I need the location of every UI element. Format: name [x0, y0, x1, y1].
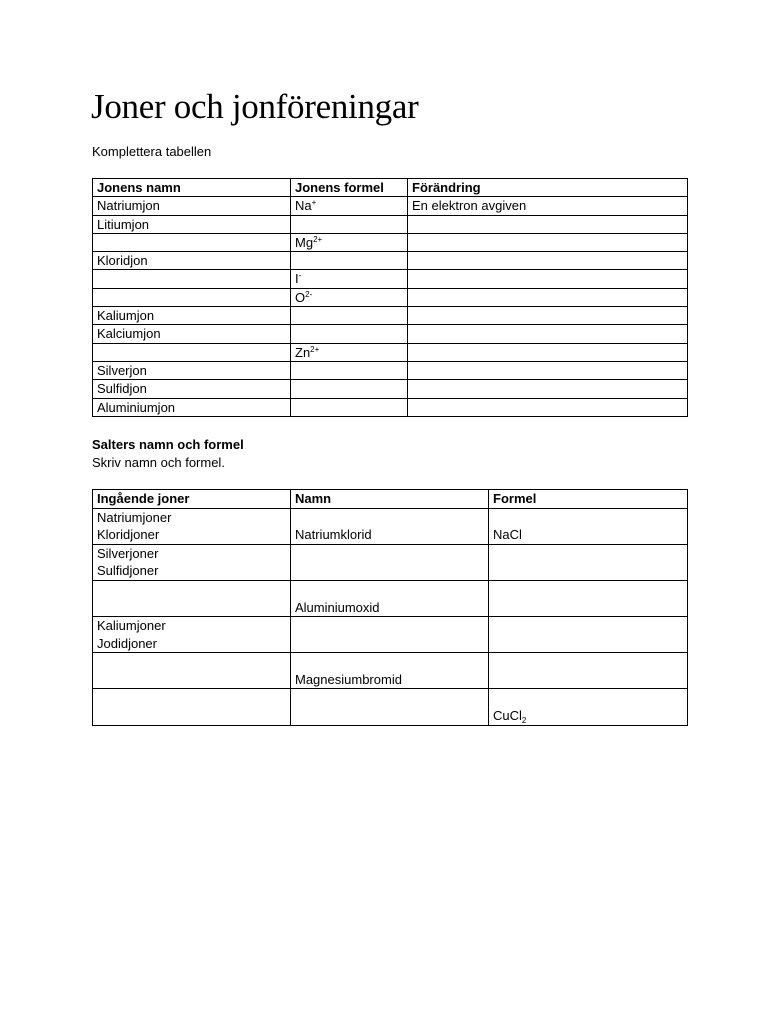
ion-formula-cell[interactable] [291, 380, 408, 398]
ion-name-cell[interactable]: Kaliumjon [93, 307, 291, 325]
ion-change-cell[interactable] [408, 343, 688, 361]
ion-formula-cell[interactable] [291, 252, 408, 270]
ion-table-header-row [93, 179, 688, 197]
salt-formula-base: NaCl [493, 527, 522, 543]
salt-table-row [93, 689, 688, 725]
salt-formula-cell[interactable] [489, 653, 688, 689]
ion-formula-cell[interactable] [291, 343, 408, 361]
ion-change-cell[interactable] [408, 325, 688, 343]
ion-formula-cell[interactable] [291, 361, 408, 379]
ion-name-cell[interactable]: Aluminiumjon [93, 398, 291, 416]
salt-name-cell[interactable]: Magnesiumbromid [291, 653, 489, 689]
ion-table-row [93, 380, 688, 398]
salt-table [92, 489, 688, 726]
ion-formula-charge: - [298, 271, 302, 281]
salt-section-instruction: Skriv namn och formel. [92, 455, 225, 470]
ion-table-row [93, 270, 688, 288]
ion-table-row [93, 307, 688, 325]
ion-change-cell[interactable] [408, 361, 688, 379]
ion-formula-base: I [295, 271, 299, 287]
salt-table-header-row [93, 490, 688, 509]
ion-table-header-formula: Jonens formel [291, 179, 408, 197]
salt-table-header-name: Namn [291, 490, 489, 509]
ion-name-cell[interactable]: Sulfidjon [93, 380, 291, 398]
salt-name-cell[interactable] [291, 689, 489, 725]
ion-formula-cell[interactable] [291, 398, 408, 416]
ion-formula-base: Zn [295, 344, 311, 360]
ion-name-cell[interactable] [93, 270, 291, 288]
salt-ion-line [97, 598, 286, 616]
salt-ions-cell[interactable] [93, 617, 291, 653]
salt-table-row [93, 580, 688, 616]
ion-formula-cell[interactable] [291, 288, 408, 306]
salt-formula-cell[interactable] [489, 689, 688, 725]
ion-formula-charge: 2+ [310, 344, 320, 354]
ion-formula-cell[interactable] [291, 197, 408, 215]
salt-table-header-formula: Formel [489, 490, 688, 509]
salt-ion-line: Jodidjoner [97, 635, 157, 651]
ion-change-cell[interactable] [408, 398, 688, 416]
ion-formula-cell[interactable] [291, 270, 408, 288]
ion-table-row [93, 252, 688, 270]
ion-name-cell[interactable]: Litiumjon [93, 215, 291, 233]
ion-formula-cell[interactable] [291, 307, 408, 325]
salt-table-row [93, 544, 688, 580]
salt-formula-cell[interactable] [489, 508, 688, 544]
salt-name-cell[interactable]: Natriumklorid [291, 508, 489, 544]
ion-formula-cell[interactable] [291, 215, 408, 233]
salt-ion-line [97, 671, 286, 689]
ion-formula-charge: + [311, 198, 317, 208]
ion-formula-charge: 2- [305, 289, 313, 299]
ion-formula-base: Mg [295, 234, 314, 250]
ion-table-header-change: Förändring [408, 179, 688, 197]
ion-formula-base: O [295, 289, 306, 305]
ion-change-cell[interactable] [408, 380, 688, 398]
ion-formula-cell[interactable] [291, 325, 408, 343]
salt-formula-subscript: 2 [521, 716, 527, 726]
salt-name-cell[interactable] [291, 544, 489, 580]
ion-table-row [93, 288, 688, 306]
salt-ion-line: Kloridjoner [97, 527, 160, 542]
ion-change-cell[interactable] [408, 270, 688, 288]
salt-formula-base: CuCl [493, 708, 522, 724]
ion-table-row [93, 197, 688, 215]
salt-ion-line: Kaliumjoner [97, 618, 166, 634]
salt-table-row [93, 617, 688, 653]
salt-name-cell[interactable] [291, 617, 489, 653]
salt-ion-line: Natriumjoner [97, 509, 172, 525]
ion-table-row [93, 233, 688, 251]
ion-formula-charge: 2+ [313, 234, 323, 244]
salt-ion-line [97, 707, 286, 725]
salt-table-row [93, 508, 688, 544]
ion-table-row [93, 361, 688, 379]
salt-ions-cell[interactable] [93, 653, 291, 689]
ion-formula-cell[interactable] [291, 233, 408, 251]
ion-table-header-name: Jonens namn [93, 179, 291, 197]
ion-change-cell[interactable]: En elektron avgiven [408, 197, 688, 215]
ion-change-cell[interactable] [408, 307, 688, 325]
page-title: Joner och jonföreningar [91, 87, 419, 126]
salt-ions-cell[interactable] [93, 544, 291, 580]
ion-table-row [93, 343, 688, 361]
ion-table [92, 178, 688, 417]
salt-name-cell[interactable]: Aluminiumoxid [291, 580, 489, 616]
ion-change-cell[interactable] [408, 233, 688, 251]
salt-formula-cell[interactable] [489, 544, 688, 580]
ion-change-cell[interactable] [408, 252, 688, 270]
ion-name-cell[interactable] [93, 233, 291, 251]
ion-name-cell[interactable] [93, 288, 291, 306]
salt-ions-cell[interactable] [93, 508, 291, 544]
salt-ion-line [97, 653, 286, 671]
salt-ions-cell[interactable] [93, 580, 291, 616]
salt-formula-cell[interactable] [489, 617, 688, 653]
salt-ion-line: Silverjoner [97, 545, 159, 561]
ion-table-row [93, 398, 688, 416]
salt-ion-line [97, 689, 286, 707]
ion-table-row [93, 325, 688, 343]
ion-formula-base: Na [295, 198, 312, 214]
ion-table-row [93, 215, 688, 233]
ion-name-cell[interactable]: Kalciumjon [93, 325, 291, 343]
instruction-text: Komplettera tabellen [92, 144, 212, 159]
ion-name-cell[interactable]: Natriumjon [93, 197, 291, 215]
salt-section-heading: Salters namn och formel [92, 437, 244, 452]
salt-formula-cell[interactable] [489, 580, 688, 616]
salt-table-row [93, 653, 688, 689]
ion-name-cell[interactable] [93, 343, 291, 361]
ion-change-cell[interactable] [408, 215, 688, 233]
ion-name-cell[interactable]: Silverjon [93, 361, 291, 379]
ion-change-cell[interactable] [408, 288, 688, 306]
salt-ion-line [97, 581, 286, 599]
salt-ion-line: Sulfidjoner [97, 563, 159, 579]
salt-ions-cell[interactable] [93, 689, 291, 725]
ion-name-cell[interactable]: Kloridjon [93, 252, 291, 270]
salt-table-header-ions: Ingående joner [93, 490, 291, 509]
